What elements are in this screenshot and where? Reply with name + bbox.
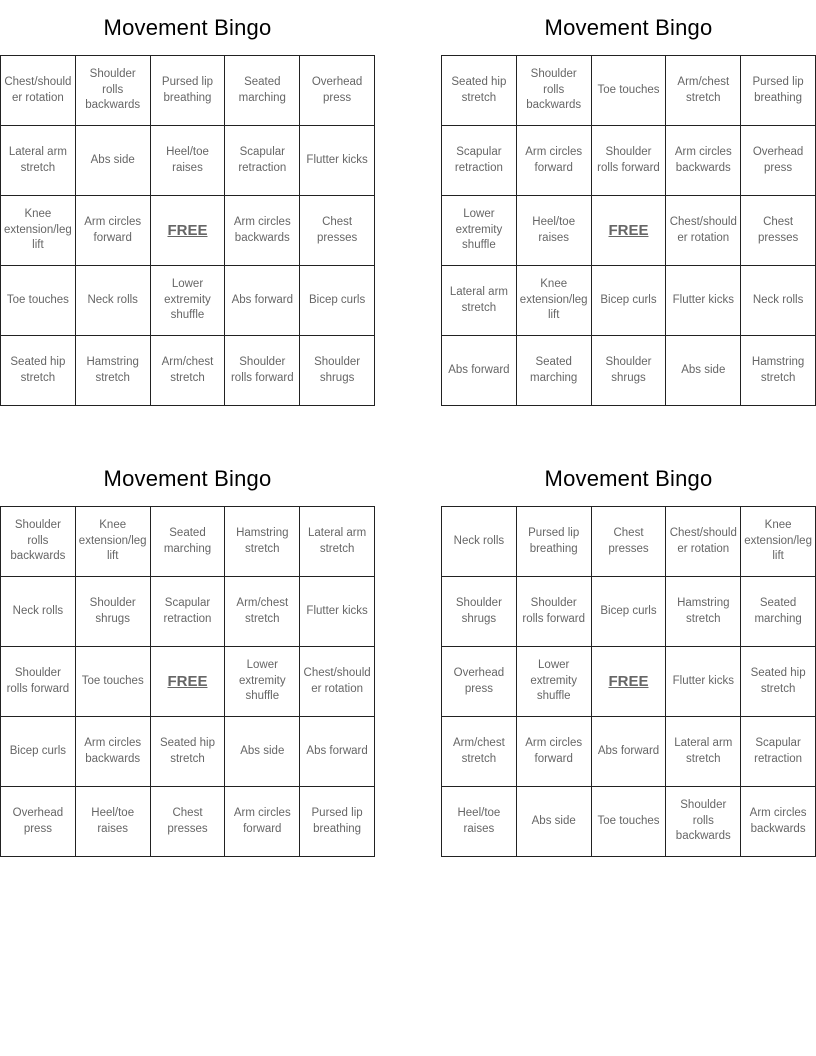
bingo-cell: Shoulder shrugs <box>442 577 517 647</box>
bingo-cell: Arm circles forward <box>76 196 151 266</box>
bingo-cell: Knee extension/leg lift <box>76 507 151 577</box>
bingo-cell: Lateral arm stretch <box>1 126 76 196</box>
bingo-cell: Chest/shoulder rotation <box>666 196 741 266</box>
bingo-card-2 <box>441 0 816 406</box>
bingo-cell: Flutter kicks <box>666 647 741 717</box>
bingo-cell: Neck rolls <box>1 577 76 647</box>
bingo-cell: Lower extremity shuffle <box>151 266 226 336</box>
bingo-cell: Knee extension/leg lift <box>517 266 592 336</box>
bingo-cell: Overhead press <box>1 787 76 857</box>
bingo-cell: Heel/toe raises <box>76 787 151 857</box>
bingo-cell: Shoulder rolls forward <box>517 577 592 647</box>
bingo-cell: Shoulder rolls forward <box>225 336 300 406</box>
bingo-card-4 <box>441 451 816 857</box>
bingo-cell: Shoulder rolls backwards <box>666 787 741 857</box>
bingo-cell: Seated hip stretch <box>1 336 76 406</box>
bingo-cell: Pursed lip breathing <box>741 56 816 126</box>
bingo-cell: Overhead press <box>741 126 816 196</box>
bingo-cell: Arm circles forward <box>517 126 592 196</box>
free-space: FREE <box>592 647 667 717</box>
bingo-cell: Arm circles backwards <box>76 717 151 787</box>
bingo-cell: Lateral arm stretch <box>666 717 741 787</box>
bingo-cell: Flutter kicks <box>300 577 375 647</box>
bingo-cell: Shoulder rolls backwards <box>517 56 592 126</box>
bingo-card-1 <box>0 0 375 406</box>
bingo-cell: Shoulder rolls backwards <box>1 507 76 577</box>
bingo-cell: Hamstring stretch <box>666 577 741 647</box>
bingo-cell: Arm circles forward <box>225 787 300 857</box>
bingo-cell: Bicep curls <box>592 577 667 647</box>
bingo-grid <box>441 506 816 857</box>
bingo-cell: Seated hip stretch <box>151 717 226 787</box>
bingo-cell: Scapular retraction <box>225 126 300 196</box>
bingo-cell: Arm circles backwards <box>666 126 741 196</box>
bingo-cell: Bicep curls <box>300 266 375 336</box>
bingo-cell: Seated hip stretch <box>442 56 517 126</box>
bingo-card-3 <box>0 451 375 857</box>
bingo-cell: Seated hip stretch <box>741 647 816 717</box>
bingo-grid <box>0 55 375 406</box>
card-title: Movement Bingo <box>544 14 713 40</box>
bingo-cell: Toe touches <box>76 647 151 717</box>
bingo-cell: Pursed lip breathing <box>151 56 226 126</box>
free-space: FREE <box>151 196 226 266</box>
bingo-cell: Pursed lip breathing <box>300 787 375 857</box>
bingo-cell: Lower extremity shuffle <box>442 196 517 266</box>
bingo-cell: Arm circles backwards <box>741 787 816 857</box>
bingo-cell: Scapular retraction <box>741 717 816 787</box>
bingo-cell: Arm/chest stretch <box>666 56 741 126</box>
bingo-cell: Arm circles forward <box>517 717 592 787</box>
bingo-cell: Flutter kicks <box>300 126 375 196</box>
bingo-cell: Chest/shoulder rotation <box>300 647 375 717</box>
bingo-cell: Chest presses <box>151 787 226 857</box>
bingo-cell: Shoulder shrugs <box>300 336 375 406</box>
bingo-cell: Neck rolls <box>76 266 151 336</box>
bingo-cell: Heel/toe raises <box>151 126 226 196</box>
bingo-cell: Toe touches <box>1 266 76 336</box>
bingo-grid <box>0 506 375 857</box>
bingo-cell: Abs side <box>517 787 592 857</box>
free-space: FREE <box>592 196 667 266</box>
bingo-cell: Abs side <box>666 336 741 406</box>
card-title: Movement Bingo <box>544 465 713 491</box>
bingo-cell: Abs side <box>76 126 151 196</box>
bingo-cell: Toe touches <box>592 787 667 857</box>
bingo-cell: Bicep curls <box>1 717 76 787</box>
bingo-cell: Heel/toe raises <box>517 196 592 266</box>
bingo-cell: Seated marching <box>741 577 816 647</box>
bingo-cell: Toe touches <box>592 56 667 126</box>
bingo-cell: Flutter kicks <box>666 266 741 336</box>
bingo-cell: Chest/shoulder rotation <box>1 56 76 126</box>
bingo-cell: Abs forward <box>300 717 375 787</box>
bingo-cell: Abs forward <box>225 266 300 336</box>
bingo-cell: Seated marching <box>225 56 300 126</box>
bingo-cell: Shoulder shrugs <box>76 577 151 647</box>
bingo-cell: Lower extremity shuffle <box>225 647 300 717</box>
bingo-cell: Arm/chest stretch <box>442 717 517 787</box>
bingo-cell: Chest presses <box>592 507 667 577</box>
bingo-cell: Hamstring stretch <box>741 336 816 406</box>
bingo-cell: Overhead press <box>442 647 517 717</box>
bingo-cell: Overhead press <box>300 56 375 126</box>
bingo-cell: Lower extremity shuffle <box>517 647 592 717</box>
bingo-cell: Chest presses <box>741 196 816 266</box>
bingo-cell: Seated marching <box>517 336 592 406</box>
bingo-cell: Arm/chest stretch <box>151 336 226 406</box>
bingo-cell: Knee extension/leg lift <box>741 507 816 577</box>
bingo-cell: Pursed lip breathing <box>517 507 592 577</box>
bingo-cell: Neck rolls <box>442 507 517 577</box>
bingo-cell: Scapular retraction <box>151 577 226 647</box>
bingo-cell: Heel/toe raises <box>442 787 517 857</box>
card-title: Movement Bingo <box>103 465 272 491</box>
bingo-grid <box>441 55 816 406</box>
bingo-cell: Shoulder shrugs <box>592 336 667 406</box>
bingo-cell: Bicep curls <box>592 266 667 336</box>
bingo-cell: Arm/chest stretch <box>225 577 300 647</box>
bingo-cell: Shoulder rolls forward <box>1 647 76 717</box>
bingo-cell: Hamstring stretch <box>76 336 151 406</box>
bingo-cell: Hamstring stretch <box>225 507 300 577</box>
bingo-cell: Abs forward <box>442 336 517 406</box>
bingo-cell: Seated marching <box>151 507 226 577</box>
bingo-cell: Lateral arm stretch <box>442 266 517 336</box>
free-space: FREE <box>151 647 226 717</box>
bingo-cell: Shoulder rolls forward <box>592 126 667 196</box>
bingo-cell: Abs forward <box>592 717 667 787</box>
bingo-cell: Abs side <box>225 717 300 787</box>
bingo-cell: Chest/shoulder rotation <box>666 507 741 577</box>
card-title: Movement Bingo <box>103 14 272 40</box>
bingo-cell: Arm circles backwards <box>225 196 300 266</box>
bingo-cell: Chest presses <box>300 196 375 266</box>
bingo-cell: Lateral arm stretch <box>300 507 375 577</box>
bingo-cell: Shoulder rolls backwards <box>76 56 151 126</box>
bingo-cell: Knee extension/leg lift <box>1 196 76 266</box>
bingo-cell: Scapular retraction <box>442 126 517 196</box>
bingo-cell: Neck rolls <box>741 266 816 336</box>
